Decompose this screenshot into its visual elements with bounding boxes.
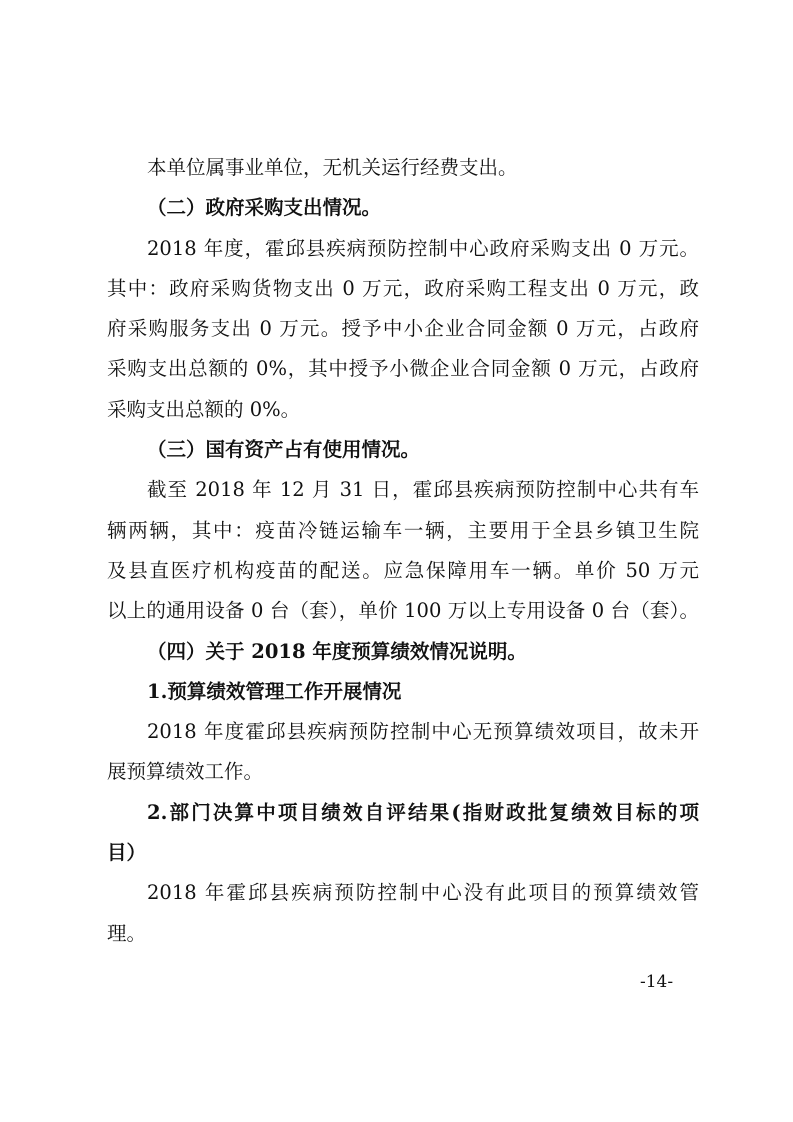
paragraph-line: 其中：政府采购货物支出 0 万元，政府采购工程支出 0 万元，政 [107,276,699,300]
paragraph-line: 展预算绩效工作。 [107,760,264,784]
paragraph-line: 2018 年霍邱县疾病预防控制中心没有此项目的预算绩效管 [147,881,699,905]
section-heading: 1.预算绩效管理工作开展情况 [147,679,402,703]
paragraph-line: 2018 年度霍邱县疾病预防控制中心无预算绩效项目，故未开 [147,720,699,744]
paragraph-line: 本单位属事业单位，无机关运行经费支出。 [147,156,518,179]
paragraph-line: 府采购服务支出 0 万元。授予中小企业合同金额 0 万元，占政府 [107,317,699,341]
paragraph-line: 采购支出总额的 0%。 [107,397,301,421]
section-heading: （二）政府采购支出情况。 [147,196,382,220]
section-heading: （三）国有资产占有使用情况。 [147,438,421,462]
paragraph-line: 截至 2018 年 12 月 31 日，霍邱县疾病预防控制中心共有车 [147,478,699,502]
page-number: -14- [640,972,674,992]
section-heading: （四）关于 2018 年度预算绩效情况说明。 [147,639,527,663]
section-heading: 目） [107,841,147,865]
paragraph-line: 采购支出总额的 0%，其中授予小微企业合同金额 0 万元，占政府 [107,357,699,381]
paragraph-line: 理。 [107,921,147,945]
paragraph-line: 2018 年度，霍邱县疾病预防控制中心政府采购支出 0 万元。 [147,236,699,260]
paragraph-line: 以上的通用设备 0 台（套），单价 100 万以上专用设备 0 台（套）。 [107,599,699,623]
document-body [107,148,699,954]
paragraph-line: 辆两辆，其中：疫苗冷链运输车一辆，主要用于全县乡镇卫生院 [107,518,699,542]
section-heading: 2.部门决算中项目绩效自评结果(指财政批复绩效目标的项 [147,800,699,824]
paragraph-line: 及县直医疗机构疫苗的配送。应急保障用车一辆。单价 50 万元 [107,558,699,582]
